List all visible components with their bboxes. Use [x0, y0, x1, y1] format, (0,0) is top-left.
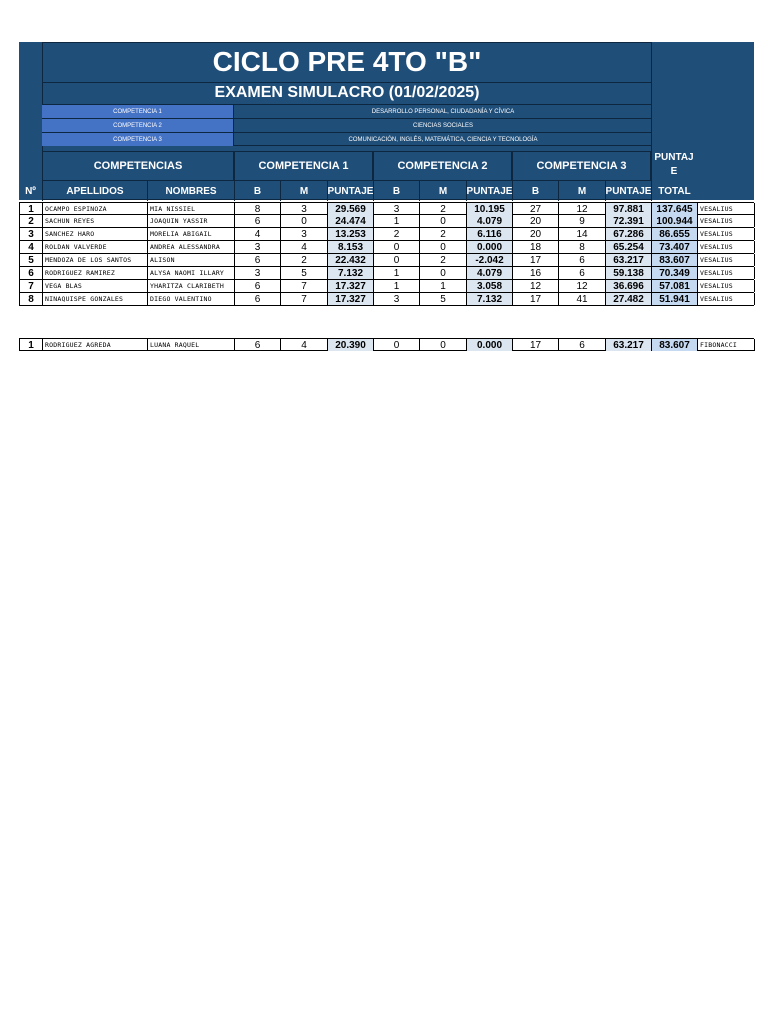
- cell-b1: 6: [235, 254, 281, 266]
- cell-p1: 7.132: [328, 267, 374, 279]
- cell-m2: 1: [420, 280, 467, 292]
- competencia-1-label: COMPETENCIA 1: [42, 105, 234, 118]
- cell-nombres: JOAQUIN YASSIR: [148, 215, 235, 227]
- cell-n: 7: [20, 280, 43, 292]
- cell-n: 8: [20, 293, 43, 305]
- cell-b3: 17: [513, 254, 559, 266]
- cell-p1: 29.569: [328, 203, 374, 215]
- cell-b2: 0: [374, 339, 420, 351]
- header-puntaje-line1: PUNTAJ: [654, 152, 694, 163]
- header-b3: B: [512, 181, 558, 201]
- cell-n: 5: [20, 254, 43, 266]
- cell-n: 2: [20, 215, 43, 227]
- cell-p2: 4.079: [467, 215, 513, 227]
- cell-p1: 13.253: [328, 228, 374, 240]
- cell-p3: 72.391: [606, 215, 652, 227]
- cell-m3: 8: [559, 241, 606, 253]
- cell-m3: 12: [559, 203, 606, 215]
- cell-apellidos: NINAQUISPE GONZALES: [43, 293, 148, 305]
- cell-b2: 0: [374, 254, 420, 266]
- cell-b2: 3: [374, 293, 420, 305]
- cell-b3: 17: [513, 293, 559, 305]
- cell-b1: 8: [235, 203, 281, 215]
- cell-m3: 12: [559, 280, 606, 292]
- cell-m1: 3: [281, 203, 328, 215]
- cell-m3: 41: [559, 293, 606, 305]
- header-b1: B: [234, 181, 280, 201]
- cell-apellidos: RODRIGUEZ AGREDA: [43, 339, 148, 351]
- cell-p2: 6.116: [467, 228, 513, 240]
- cell-m3: 14: [559, 228, 606, 240]
- cell-p1: 20.390: [328, 339, 374, 351]
- cell-b3: 16: [513, 267, 559, 279]
- cell-b2: 0: [374, 241, 420, 253]
- cell-m2: 0: [420, 267, 467, 279]
- page-subtitle: EXAMEN SIMULACRO (01/02/2025): [214, 84, 480, 101]
- header-apellidos: APELLIDOS: [42, 181, 147, 201]
- cell-p2: 4.079: [467, 267, 513, 279]
- competencia-3-desc: COMUNICACIÓN, INGLÉS, MATEMÁTICA, CIENCIA Y TECNOLOGÍA: [348, 136, 538, 143]
- cell-b2: 3: [374, 203, 420, 215]
- table-row: [19, 267, 754, 280]
- cell-b3: 17: [513, 339, 559, 351]
- cell-b3: 20: [513, 215, 559, 227]
- cell-m3: 9: [559, 215, 606, 227]
- cell-nombres: MORELIA ABIGAIL: [148, 228, 235, 240]
- cell-nombres: YHARITZA CLARIBETH: [148, 280, 235, 292]
- cell-p3: 27.482: [606, 293, 652, 305]
- competencia-1-desc: DESARROLLO PERSONAL, CIUDADANÍA Y CÍVICA: [371, 108, 515, 115]
- header-m1: M: [280, 181, 327, 201]
- competencia-2-label: COMPETENCIA 2: [42, 119, 234, 132]
- cell-m3: 6: [559, 267, 606, 279]
- cell-n: 6: [20, 267, 43, 279]
- table-row: [19, 254, 754, 267]
- cell-b2: 1: [374, 215, 420, 227]
- header-row-2: [19, 181, 697, 201]
- cell-m2: 2: [420, 228, 467, 240]
- cell-p3: 67.286: [606, 228, 652, 240]
- competencia-3-label: COMPETENCIA 3: [42, 133, 234, 146]
- cell-apellidos: MENDOZA DE LOS SANTOS: [43, 254, 148, 266]
- header-puntaje1: PUNTAJE: [327, 181, 373, 201]
- cell-n: 1: [20, 339, 43, 351]
- cell-m3: 6: [559, 339, 606, 351]
- cell-p3: 59.138: [606, 267, 652, 279]
- cell-total: 57.081: [652, 280, 698, 292]
- cell-apellidos: SANCHEZ HARO: [43, 228, 148, 240]
- cell-p2: 0.000: [467, 339, 513, 351]
- cell-total: 51.941: [652, 293, 698, 305]
- cell-apellidos: OCAMPO ESPINOZA: [43, 203, 148, 215]
- cell-m1: 5: [281, 267, 328, 279]
- cell-p1: 17.327: [328, 293, 374, 305]
- cell-b1: 4: [235, 228, 281, 240]
- cell-total: 70.349: [652, 267, 698, 279]
- cell-p3: 97.881: [606, 203, 652, 215]
- cell-grupo: VESALIUS: [698, 228, 755, 240]
- header-competencia-1: COMPETENCIA 1: [234, 151, 373, 181]
- cell-apellidos: ROLDAN VALVERDE: [43, 241, 148, 253]
- cell-b1: 3: [235, 241, 281, 253]
- header-puntaje-line2: E: [670, 166, 678, 177]
- cell-grupo: VESALIUS: [698, 280, 755, 292]
- cell-nombres: ANDREA ALESSANDRA: [148, 241, 235, 253]
- cell-apellidos: VEGA BLAS: [43, 280, 148, 292]
- cell-total: 86.655: [652, 228, 698, 240]
- cell-p2: 3.058: [467, 280, 513, 292]
- cell-nombres: LUANA RAQUEL: [148, 339, 235, 351]
- table-row: [19, 293, 754, 306]
- competencia-legend-row: [42, 104, 652, 118]
- cell-m1: 7: [281, 280, 328, 292]
- cell-nombres: MIA NISSIEL: [148, 203, 235, 215]
- header-total: TOTAL: [651, 181, 697, 201]
- cell-grupo: VESALIUS: [698, 203, 755, 215]
- cell-p3: 36.696: [606, 280, 652, 292]
- cell-m2: 2: [420, 203, 467, 215]
- cell-total: 73.407: [652, 241, 698, 253]
- cell-grupo: VESALIUS: [698, 267, 755, 279]
- cell-grupo: VESALIUS: [698, 293, 755, 305]
- cell-nombres: ALYSA NAOMI ILLARY: [148, 267, 235, 279]
- cell-p2: 0.000: [467, 241, 513, 253]
- header-competencia-3: COMPETENCIA 3: [512, 151, 651, 181]
- cell-apellidos: RODRIGUEZ RAMIREZ: [43, 267, 148, 279]
- header-nombres: NOMBRES: [147, 181, 234, 201]
- cell-m2: 0: [420, 215, 467, 227]
- cell-b3: 18: [513, 241, 559, 253]
- header-no: Nº: [25, 185, 36, 197]
- cell-total: 100.944: [652, 215, 698, 227]
- cell-b2: 1: [374, 267, 420, 279]
- competencia-2-desc: CIENCIAS SOCIALES: [412, 122, 474, 129]
- cell-m1: 4: [281, 339, 328, 351]
- competencia-legend-row: [42, 132, 652, 146]
- cell-m2: 0: [420, 241, 467, 253]
- cell-m1: 7: [281, 293, 328, 305]
- cell-nombres: DIEGO VALENTINO: [148, 293, 235, 305]
- cell-apellidos: SACHUN REYES: [43, 215, 148, 227]
- cell-p1: 22.432: [328, 254, 374, 266]
- cell-b1: 3: [235, 267, 281, 279]
- table-row: [19, 241, 754, 254]
- cell-b1: 6: [235, 293, 281, 305]
- cell-n: 4: [20, 241, 43, 253]
- cell-b1: 6: [235, 215, 281, 227]
- header-puntaje2: PUNTAJE: [466, 181, 512, 201]
- header-puntaje3: PUNTAJE: [605, 181, 651, 201]
- header-m2: M: [419, 181, 466, 201]
- cell-m2: 5: [420, 293, 467, 305]
- cell-p3: 63.217: [606, 339, 652, 351]
- cell-grupo: FIBONACCI: [698, 339, 755, 351]
- cell-b1: 6: [235, 280, 281, 292]
- cell-b3: 27: [513, 203, 559, 215]
- cell-p3: 65.254: [606, 241, 652, 253]
- cell-b1: 6: [235, 339, 281, 351]
- cell-n: 1: [20, 203, 43, 215]
- cell-nombres: ALISON: [148, 254, 235, 266]
- cell-p1: 17.327: [328, 280, 374, 292]
- cell-grupo: VESALIUS: [698, 241, 755, 253]
- table-row: [19, 202, 754, 215]
- cell-grupo: VESALIUS: [698, 215, 755, 227]
- cell-b3: 20: [513, 228, 559, 240]
- table-row: [19, 338, 754, 351]
- cell-p1: 24.474: [328, 215, 374, 227]
- cell-b3: 12: [513, 280, 559, 292]
- cell-n: 3: [20, 228, 43, 240]
- cell-grupo: VESALIUS: [698, 254, 755, 266]
- cell-m1: 3: [281, 228, 328, 240]
- cell-p2: -2.042: [467, 254, 513, 266]
- page-title: CICLO PRE 4TO "B": [212, 46, 482, 77]
- table-row: [19, 215, 754, 228]
- cell-m1: 4: [281, 241, 328, 253]
- cell-b2: 1: [374, 280, 420, 292]
- cell-p2: 7.132: [467, 293, 513, 305]
- cell-total: 83.607: [652, 339, 698, 351]
- cell-m1: 0: [281, 215, 328, 227]
- competencia-legend-row: [42, 118, 652, 132]
- cell-p1: 8.153: [328, 241, 374, 253]
- header-b2: B: [373, 181, 419, 201]
- cell-m3: 6: [559, 254, 606, 266]
- competencia-legend: [42, 104, 652, 146]
- header-competencia-2: COMPETENCIA 2: [373, 151, 512, 181]
- table-row: [19, 228, 754, 241]
- header-m3: M: [558, 181, 605, 201]
- cell-p3: 63.217: [606, 254, 652, 266]
- table-row: [19, 280, 754, 293]
- cell-b2: 2: [374, 228, 420, 240]
- cell-p2: 10.195: [467, 203, 513, 215]
- cell-m2: 2: [420, 254, 467, 266]
- header-puntaje: [651, 151, 697, 181]
- cell-total: 137.645: [652, 203, 698, 215]
- cell-m1: 2: [281, 254, 328, 266]
- cell-m2: 0: [420, 339, 467, 351]
- header-competencias: COMPETENCIAS: [42, 151, 234, 181]
- cell-total: 83.607: [652, 254, 698, 266]
